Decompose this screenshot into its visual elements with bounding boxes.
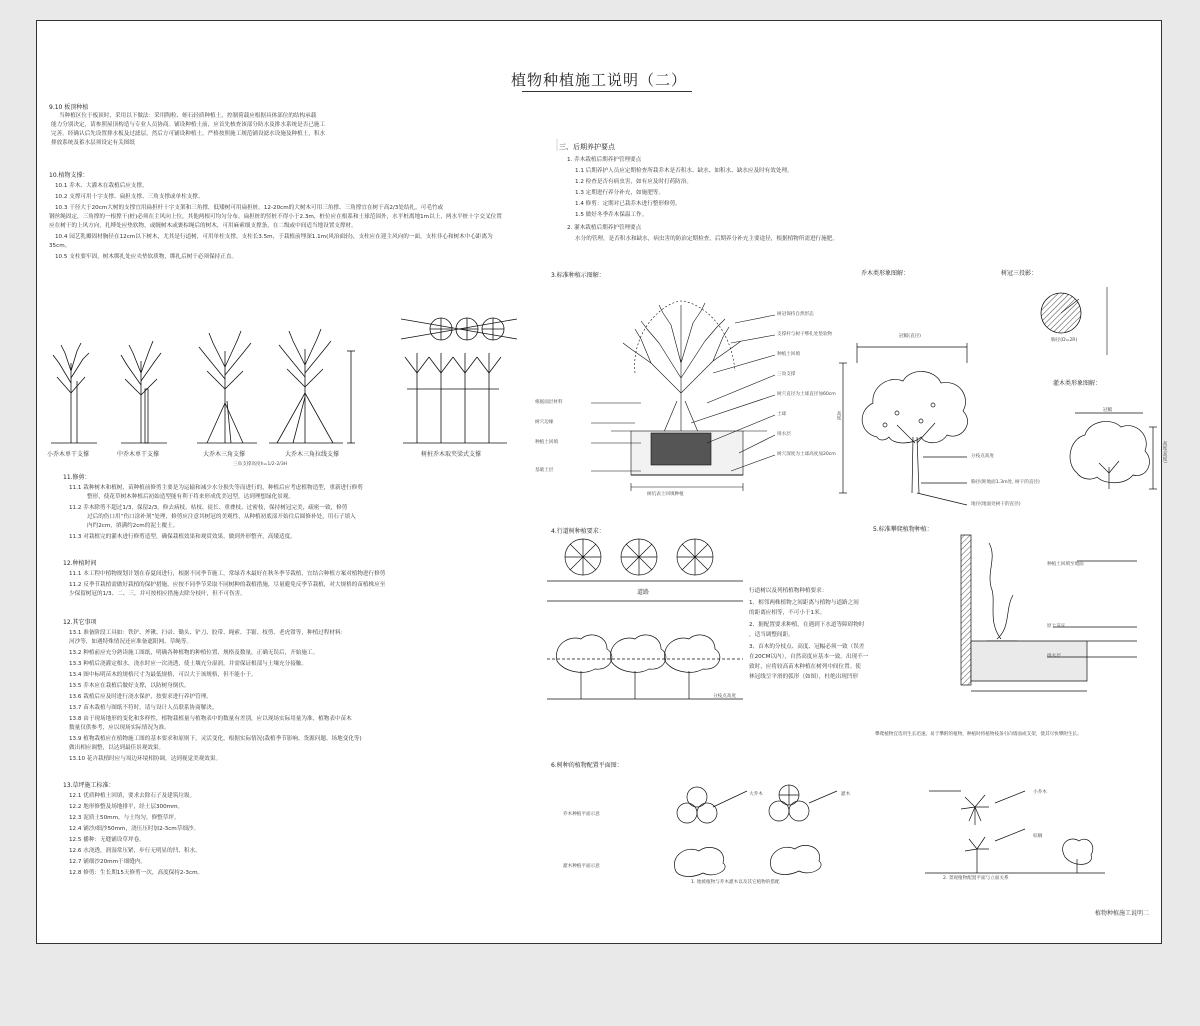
street-tree-requirement: 的距离应相等，不可小于1米。: [749, 610, 826, 616]
section-9-10-heading: 9.10 板顶种植: [49, 104, 89, 111]
section-12-line: 11.1 本工程中植物规划计划在春夏间进行，根据不同季节施工，常绿乔木最好在秋冬季节栽植，宜结合种植方案对植物进行修剪: [69, 571, 386, 577]
section-10-line: 10.1 乔木、大灌木在栽植后应支撑。: [55, 183, 148, 189]
support-label-medium-tree: 中乔木单干支撑: [117, 451, 160, 458]
planting-callout: 树穴直径为土球直径加60cm: [777, 392, 836, 397]
street-tree-requirement: 在20CM以内），自然高度应基本一致。出现不一: [749, 654, 869, 660]
support-label-multi-tree: 树桩乔木取夹梁式支撑: [421, 451, 482, 458]
section-11-line: 11.3 对栽植完的灌木进行修剪造型，确保栽植效果和观赏效果，做到外形整齐，高矮适度。: [69, 534, 296, 540]
branch-height-label: 分枝点高度: [971, 454, 994, 459]
planting-callout: 种植土回填: [777, 352, 800, 357]
section-13-line: 12.4 铺沙/细沙50mm，浇压压时加2-3cm草细沙。: [69, 826, 200, 832]
section-10-line: 10.3 干径大于20cm大树的支撑宜用扁担杆十字支架和三角撑，低矮树可用扁担桩。12-20cm的大树木可用三角撑、三角撑宜在树干高2/3处结扎，可毛竹或: [55, 205, 444, 211]
street-tree-requirement: ，适当调整间距。: [749, 632, 794, 638]
tree-height-label: 高度: [836, 411, 841, 421]
shrub-heading: 灌木类形象图解：: [1053, 380, 1102, 387]
planting-callout: 排水层: [777, 432, 791, 437]
climbing-callout: 种植土回填至地面: [1047, 562, 1084, 567]
maintenance-line: 1.3 定期进行养分补充，如施肥等。: [575, 190, 664, 196]
arbor-heading: 乔木类形象图解：: [861, 270, 910, 277]
section-12b-heading: 12.其它事项: [63, 619, 97, 626]
page-backdrop-bottom: [0, 944, 1200, 1026]
planting-left-note: 树穴边缘: [535, 420, 554, 425]
section-13-line: 12.2 地形修整及场地排平，经土层300mm。: [69, 804, 184, 810]
section-13-line: 12.1 优质种植土回填，要求去除石子及建筑垃圾。: [69, 793, 196, 799]
planting-left-note: 基础土层: [535, 468, 554, 473]
climbing-note: 攀爬植物宜选用生长迅速、易于攀附的植物，种植时将植物枝条引向墙面或支架，使其尽快攀附生长。: [875, 732, 1082, 737]
tripod-height-note: 三角支撑高度h=1/2-2/3H: [233, 462, 288, 467]
support-label-large-tree-guy-wire: 大乔木三角拉线支撑: [285, 451, 340, 458]
plan-label-shrub: 灌木: [841, 792, 851, 797]
maintenance-sub2: 2. 灌木栽植后期养护管理要点: [567, 225, 642, 231]
shrub-crown-label: 冠幅: [1103, 408, 1113, 413]
planting-callout: 三角支撑: [777, 372, 796, 377]
plan-label-trees: 乔木种植平面示意: [563, 812, 600, 817]
section-13-line: 12.3 泥质土50mm，与土均匀，修整草坪。: [69, 815, 180, 821]
section-10-line: 10.4 园艺乳瓣固材胸径在12cm以下树木，尤其是行道树，可用单柱支撑。支柱长3.5m，于栽植前埋深1.1m(风治面轻)，支柱应在迎主风向的一面，支柱非心和树木中心距离为: [55, 234, 493, 240]
section-11-heading: 11.修剪：: [63, 474, 91, 481]
planting-left-note: 种植土回填: [535, 440, 558, 445]
planting-callout: 土球: [777, 412, 787, 417]
climbing-callout: 原土夯实: [1047, 624, 1066, 629]
elevation-label: 棕榈: [1033, 834, 1043, 839]
section-12b-line: 13.10 花卉栽植时应与周边环境相协调，达到视觉美观效果。: [69, 756, 222, 762]
street-branch-height-label: 分枝点高度: [713, 694, 736, 699]
street-tree-requirement: 3、首木的分枝点、高度、冠幅必须一致（误差: [749, 644, 865, 650]
trunk-diameter-note: 胸径(D=2R): [1051, 338, 1078, 343]
section-11-line: 11.2 乔木除剪不超过1/3，保留2/3，修去病枝、枯枝、徒长、重叠枝、过密枝，保持树冠完美，疏密一致，修剪: [69, 505, 348, 511]
maintenance-line: 1.2 检查是否有病虫害，如有应及时打药防治。: [575, 179, 692, 185]
section-11-line: 过后的伤口用“伤口涂补剂”处理，修剪应注意其树冠的美观性，从种植初底部开始往后圆修补处，用石子填入: [87, 514, 356, 520]
section-12b-line: 13.9 植物栽植应在植物施工图的基本要求和原则下，灵活变化，根据实际情况(栽植季节影响、货源问题、场地变化等): [69, 736, 362, 742]
maintenance-sub1: 1. 乔木栽植后期养护管理要点: [567, 157, 642, 163]
section-9-10-line: 完善。经确认后先设置排水板及过滤层，然后方可铺设种植土。严格按照施工规范铺设滤水设施及种植土，积水: [51, 131, 326, 137]
section-11-line: 11.1 栽种树木和植树，苗种植前修剪主要是为运输和减少水分损失等而进行的，种植后应考虑植物造型，重新进行修剪: [69, 485, 363, 491]
section-12-line: 少保留树冠的1/3、二、三，并可按相应措施去除分枝叶，但不可伤害。: [69, 591, 246, 597]
section-13-line: 12.8 修剪：生长期15天修剪一次，高度保持2-3cm。: [69, 870, 204, 876]
plan-label-large-tree: 大乔木: [749, 792, 763, 797]
section-10-line: 10.5 支柱要牢固，树木绑扎处应夹垫软质物，绑扎后树干必须保持正直。: [55, 254, 238, 260]
support-label-small-tree: 小乔木单干支撑: [47, 451, 90, 458]
planting-callout: 树穴深度为土球高度加20cm: [777, 452, 836, 457]
section-12b-line: 13.2 种植前应充分熟读施工图纸，明确各种植物的种植位置、规格及数量，正确无误后，开始施工。: [69, 650, 319, 656]
section-12b-line: 13.6 栽植后应及时进行浇水保护，按要求进行养护管理。: [69, 694, 212, 700]
ground-diameter-label: 地径(地面处树干的直径): [971, 502, 1021, 507]
diagram-4-heading: 4.行道树种植要求：: [551, 528, 605, 535]
section-12b-line: 13.7 苗木栽植与图纸不符时，请与设计人员联系协商解决。: [69, 705, 218, 711]
crown-width-label: 冠幅(直径): [899, 334, 921, 339]
section-13-line: 12.6 水浇透，润湿常压紧，步行无明显的凹、积水。: [69, 848, 201, 854]
diagram-5-heading: 5.标准攀爬植物种植：: [873, 526, 933, 533]
planting-callout: 支撑杆与树干绑扎处垫软物: [777, 332, 833, 337]
planting-bottom-note: 树坑表土回填种植: [647, 492, 684, 497]
sheet-footer-title: 植物种植施工说明二: [1094, 910, 1149, 917]
street-tree-requirement: 2、据配置要求种植，在遇到下水道等障碍物时: [749, 622, 865, 628]
maintenance-heading: 三、后期养护要点: [559, 143, 615, 151]
section-12b-line: 13.8 由于现场地形的变化和多样性，植物栽植量与植物表中的数量有差别，应以现场实际用量为准，植物表中苗木: [69, 716, 352, 722]
section-10-line: 35cm。: [49, 243, 71, 249]
plan-caption-left: 1. 地被植物与乔木灌木以及其它植物的搭配: [691, 880, 780, 885]
section-10-line: 10.2 支撑可用十字支撑、扁担支撑、三角支撑或单柱支撑。: [55, 194, 204, 200]
climbing-callout: 排水层: [1047, 654, 1061, 659]
section-13-heading: 13.草坪施工标准：: [63, 782, 115, 789]
elevation-label: 小乔木: [1033, 790, 1047, 795]
maintenance-line: 1.5 做好冬季乔木保温工作。: [575, 212, 648, 218]
diagram-6-heading: 6.树种的植物配置平面图：: [551, 762, 623, 769]
section-10-line: 应在树干的上风方向，扎缚处应垫软物，或缠树木或裹棕绳后的树木，可用麻索细支撑条，在二级或中间适当地设置支撑材。: [49, 223, 357, 229]
section-12b-line: 数量仅供参考，应以现场实际情况为准。: [69, 725, 170, 731]
street-tree-requirement: 致时，应将较高苗木种植在树列中间位置。使: [749, 664, 861, 670]
section-13-line: 12.7 铺细沙20mm于细缝内。: [69, 859, 146, 865]
dbh-label: 胸径(距地面1.3m处, 树干的直径): [971, 480, 1040, 485]
section-12-line: 11.2 反季节栽植需做好栽植的保护措施，应按不同季节采取不同树种的栽植措施，尽量避免反季节栽植，对大规格的苗植株应至: [69, 582, 386, 588]
layout-dividers: [37, 21, 1163, 945]
section-9-10-line: 排放系统及蓄水层须设定有关图纸: [51, 140, 135, 146]
section-13-line: 12.5 播种：无缝铺设草坪卷。: [69, 837, 145, 843]
section-12b-line: 13.4 图中标明苗木的规格尺寸为最低规格，可以大于该规格，但不能小于。: [69, 672, 257, 678]
street-tree-requirement: 林冠线呈平滑的弧形（如图），杜绝出现凹形: [749, 674, 859, 680]
section-11-line: 整形，使花草树木种植后初始造型能有利于将来形成优美冠型，达到理想绿化景观。: [87, 494, 294, 500]
maintenance-sub2-text: 水分的管理，是否积水和缺水，病虫害的防治定期检查，后期养分补充主要途径，根据植物所需进行施肥。: [575, 236, 838, 242]
planting-callout: 树冠保持自然形态: [777, 312, 814, 317]
section-12b-line: 13.1 准备阶段工具如：铁铲、斧锹、扫帚、锄头、铲刀、胶带、绳索、手锯、枝剪、老虎钳等，种植过程材料：: [69, 630, 347, 636]
street-tree-requirement: 1、相邻两株植物之间距离与植物与道路之间: [749, 600, 859, 606]
section-12b-line: 做出相应调整，以达到最佳景观效果。: [69, 745, 165, 751]
shrub-height-label: 高度(高度): [1162, 441, 1167, 463]
section-12b-line: 河沙等，如遇特殊情况还应准备遮阳网、草绳等。: [69, 639, 193, 645]
section-10-line: 钢丝绳固定，三角撑的一根撑干(桩)必须在主风向上位，其他两根可均匀分布。扁担桩的竖桩不得小于2.3m，桩位应在根系和土球范围外，水平桩离地1m以上，两水平桩十字交叉位置: [49, 214, 502, 220]
plan-caption-right: 2. 景观植物配置平面与立面关系: [943, 876, 1009, 881]
section-12-heading: 12.种植时间: [63, 560, 97, 567]
trunk-section-heading: 树冠三投影：: [1001, 270, 1038, 277]
section-9-10-line: 当种植区位于板顶时，采用以下做法：采用陶粒、蛭石轻质种植土，控制荷载应根据具体部位的结构承载: [59, 113, 317, 119]
plan-label-shrubs: 灌木种植平面示意: [563, 864, 600, 869]
drawing-sheet: [36, 20, 1167, 944]
street-tree-requirements-title: 行道树以及列植植物种植要求：: [749, 588, 828, 594]
road-label: 道路: [637, 589, 650, 596]
maintenance-line: 1.4 修剪：定期对已栽乔木进行整形修剪。: [575, 201, 681, 207]
section-12b-line: 13.5 乔木应在栽植后做好支撑，以防树身倒伏。: [69, 683, 190, 689]
section-9-10-line: 能力分别决定，请参照屋顶构造与专业人员协商。铺设种植土前，应首先核查该部分防水及排水系统是否已施工: [51, 122, 326, 128]
planting-left-note: 根据面层材料: [535, 400, 563, 405]
section-11-line: 内约2cm，填满约2cm的泥土覆土。: [87, 523, 179, 529]
maintenance-line: 1.1 后期养护人员应定期检查所栽乔木是否积水、缺水、如积水、缺水应及时有效处理。: [575, 168, 793, 174]
page-title: 植物种植施工说明（二）: [510, 71, 687, 89]
diagram-3-heading: 3.标准种植示图解：: [551, 272, 605, 279]
section-10-heading: 10.植物支撑：: [49, 172, 89, 179]
section-12b-line: 13.3 种植后浇灌定根水，浇水时应一次浇透，使土壤充分湿润，并需保证根部与土壤充分接触。: [69, 661, 307, 667]
support-label-large-tree-tripod: 大乔木三角支撑: [203, 451, 246, 458]
